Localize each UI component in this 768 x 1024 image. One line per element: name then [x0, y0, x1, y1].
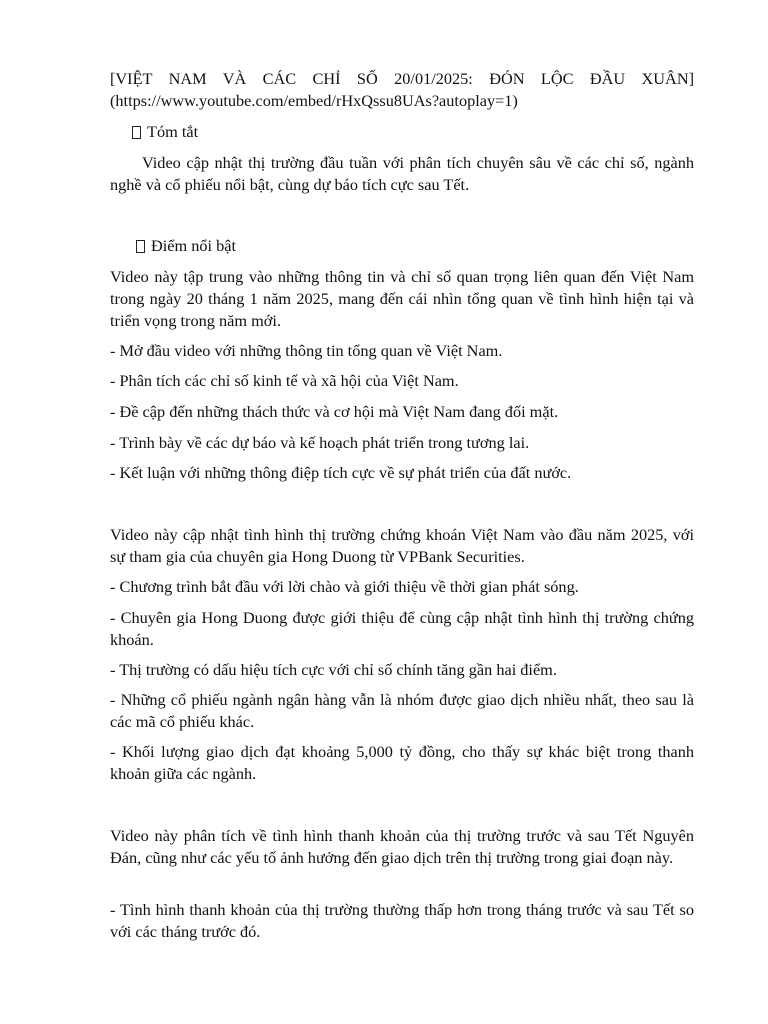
section-3-intro: Video này phân tích về tình hình thanh khoản của thị trường trước và sau Tết Nguyên Đán, cũng như các yếu tố ảnh hưởng đến giao dịch trên thị trường trong giai đoạn này. [110, 826, 694, 867]
list-item: - Thị trường có dấu hiệu tích cực với chỉ số chính tăng gần hai điểm. [110, 660, 557, 679]
highlights-heading [136, 235, 236, 257]
document-title: [VIỆT NAM VÀ CÁC CHỈ SỐ 20/01/2025: ĐÓN LỘC ĐẦU XUÂN] [110, 69, 694, 88]
video-link[interactable]: (https://www.youtube.com/embed/rHxQssu8UAs?autoplay=1) [110, 91, 518, 110]
summary-heading-label: Tóm tắt [147, 122, 199, 141]
list-item: - Kết luận với những thông điệp tích cực về sự phát triển của đất nước. [110, 463, 572, 482]
list-item: - Tình hình thanh khoản của thị trường thường thấp hơn trong tháng trước và sau Tết so với các tháng trước đó. [110, 900, 694, 941]
list-item: - Trình bày về các dự báo và kế hoạch phát triển trong tương lai. [110, 433, 530, 452]
summary-heading [132, 121, 198, 143]
list-item: - Đề cập đến những thách thức và cơ hội mà Việt Nam đang đối mặt. [110, 402, 559, 421]
section-2-intro: Video này cập nhật tình hình thị trường chứng khoán Việt Nam vào đầu năm 2025, với sự tham gia của chuyên gia Hong Duong từ VPBank Securities. [110, 525, 694, 566]
list-item: - Chuyên gia Hong Duong được giới thiệu để cùng cập nhật tình hình thị trường chứng khoán. [110, 608, 694, 649]
missing-glyph-icon [132, 126, 141, 139]
list-item: - Chương trình bắt đầu với lời chào và giới thiệu về thời gian phát sóng. [110, 577, 579, 596]
list-item: - Những cổ phiếu ngành ngân hàng vẫn là nhóm được giao dịch nhiều nhất, theo sau là các mã cổ phiếu khác. [110, 690, 694, 731]
highlights-heading-label: Điểm nổi bật [151, 236, 237, 255]
section-1-intro: Video này tập trung vào những thông tin và chỉ số quan trọng liên quan đến Việt Nam trong ngày 20 tháng 1 năm 2025, mang đến cái nhìn tổng quan về tình hình hiện tại và triển vọng trong năm mới. [110, 267, 694, 330]
missing-glyph-icon [136, 240, 145, 253]
list-item: - Phân tích các chỉ số kinh tế và xã hội của Việt Nam. [110, 371, 459, 390]
list-item: - Mở đầu video với những thông tin tổng quan về Việt Nam. [110, 341, 503, 360]
list-item: - Khối lượng giao dịch đạt khoảng 5,000 tỷ đồng, cho thấy sự khác biệt trong thanh khoản giữa các ngành. [110, 742, 694, 783]
summary-text: Video cập nhật thị trường đầu tuần với phân tích chuyên sâu về các chỉ số, ngành nghề và cổ phiếu nổi bật, cùng dự báo tích cực sau Tết. [110, 153, 694, 194]
